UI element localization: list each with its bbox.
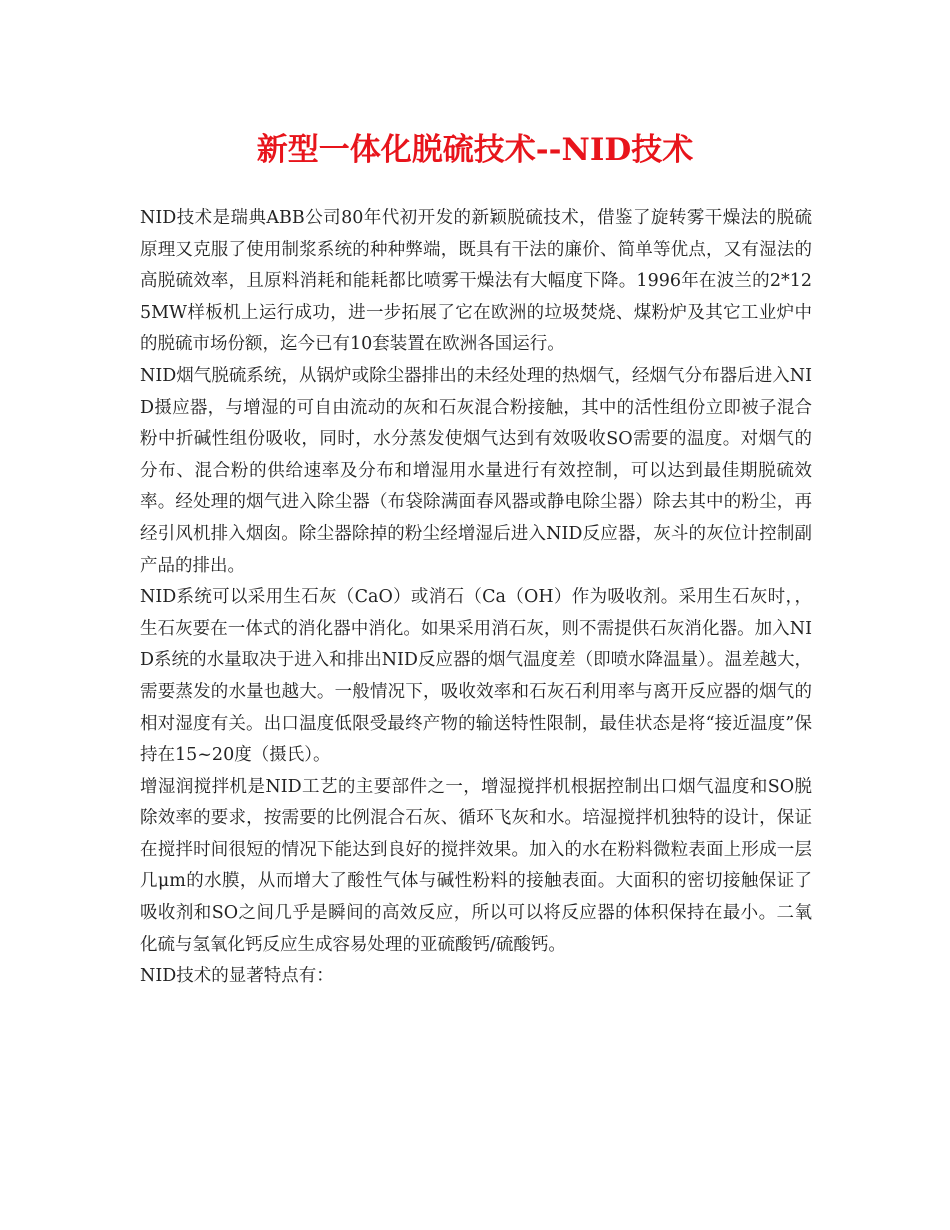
paragraph-features-intro: NID技术的显著特点有： xyxy=(140,966,334,987)
paragraph-absorbent: NID系统可以采用生石灰（CaO）或消石（Ca（OH）作为吸收剂。采用生石灰时，，生石灰要在一体式的消化器中消化。如果采用消石灰，则不需提供石灰消化器。加入NID系统的水量取决于进入和排出NID反应器的烟气温度差（即喷水降温量）。温差越大，需要蒸发的水量也越大。一般情况下，吸收效率和石灰石利用率与离开反应器的烟气的相对湿度有关。出口温度低限受最终产物的输送特性限制，最佳状态是将“接近温度”保持在15~20度（摄氏）。 xyxy=(140,587,812,766)
document-title: 新型一体化脱硫技术--NID技术 xyxy=(256,132,694,168)
document-body xyxy=(140,203,812,993)
paragraph-system-flow: NID烟气脱硫系统，从锅炉或除尘器排出的未经处理的热烟气，经烟气分布器后进入NID摄应器，与增湿的可自由流动的灰和石灰混合粉接触，其中的活性组份立即被子混合粉中折碱性组份吸收，同时，水分蒸发使烟气达到有效吸收SO需要的温度。对烟气的分布、混合粉的供给速率及分布和增湿用水量进行有效控制，可以达到最佳期脱硫效率。经处理的烟气进入除尘器（布袋除满面春风器或静电除尘器）除去其中的粉尘，再经引风机排入烟囱。除尘器除掉的粉尘经增湿后进入NID反应器，灰斗的灰位计控制副产品的排出。 xyxy=(140,365,812,576)
paragraph-humidifier-mixer: 增湿润搅拌机是NID工艺的主要部件之一，增湿搅拌机根据控制出口烟气温度和SO脱除效率的要求，按需要的比例混合石灰、循环飞灰和水。培湿搅拌机独特的设计，保证在搅拌时间很短的情况下能达到良好的搅拌效果。加入的水在粉料微粒表面上形成一层几μm的水膜，从而增大了酸性气体与碱性粉料的接触表面。大面积的密切接触保证了吸收剂和SO之间几乎是瞬间的高效反应，所以可以将反应器的体积保持在最小。二氧化硫与氢氧化钙反应生成容易处理的亚硫酸钙/硫酸钙。 xyxy=(140,776,812,955)
paragraph-abb-origin: NID技术是瑞典ABB公司80年代初开发的新颖脱硫技术，借鉴了旋转雾干燥法的脱硫原理又克服了使用制浆系统的种种弊端，既具有干法的廉价、简单等优点，又有湿法的高脱硫效率，且原料消耗和能耗都比喷雾干燥法有大幅度下降。1996年在波兰的2*125MW样板机上运行成功，进一步拓展了它在欧洲的垃圾焚烧、煤粉炉及其它工业炉中的脱硫市场份额，迄今已有10套装置在欧洲各国运行。 xyxy=(140,208,812,355)
